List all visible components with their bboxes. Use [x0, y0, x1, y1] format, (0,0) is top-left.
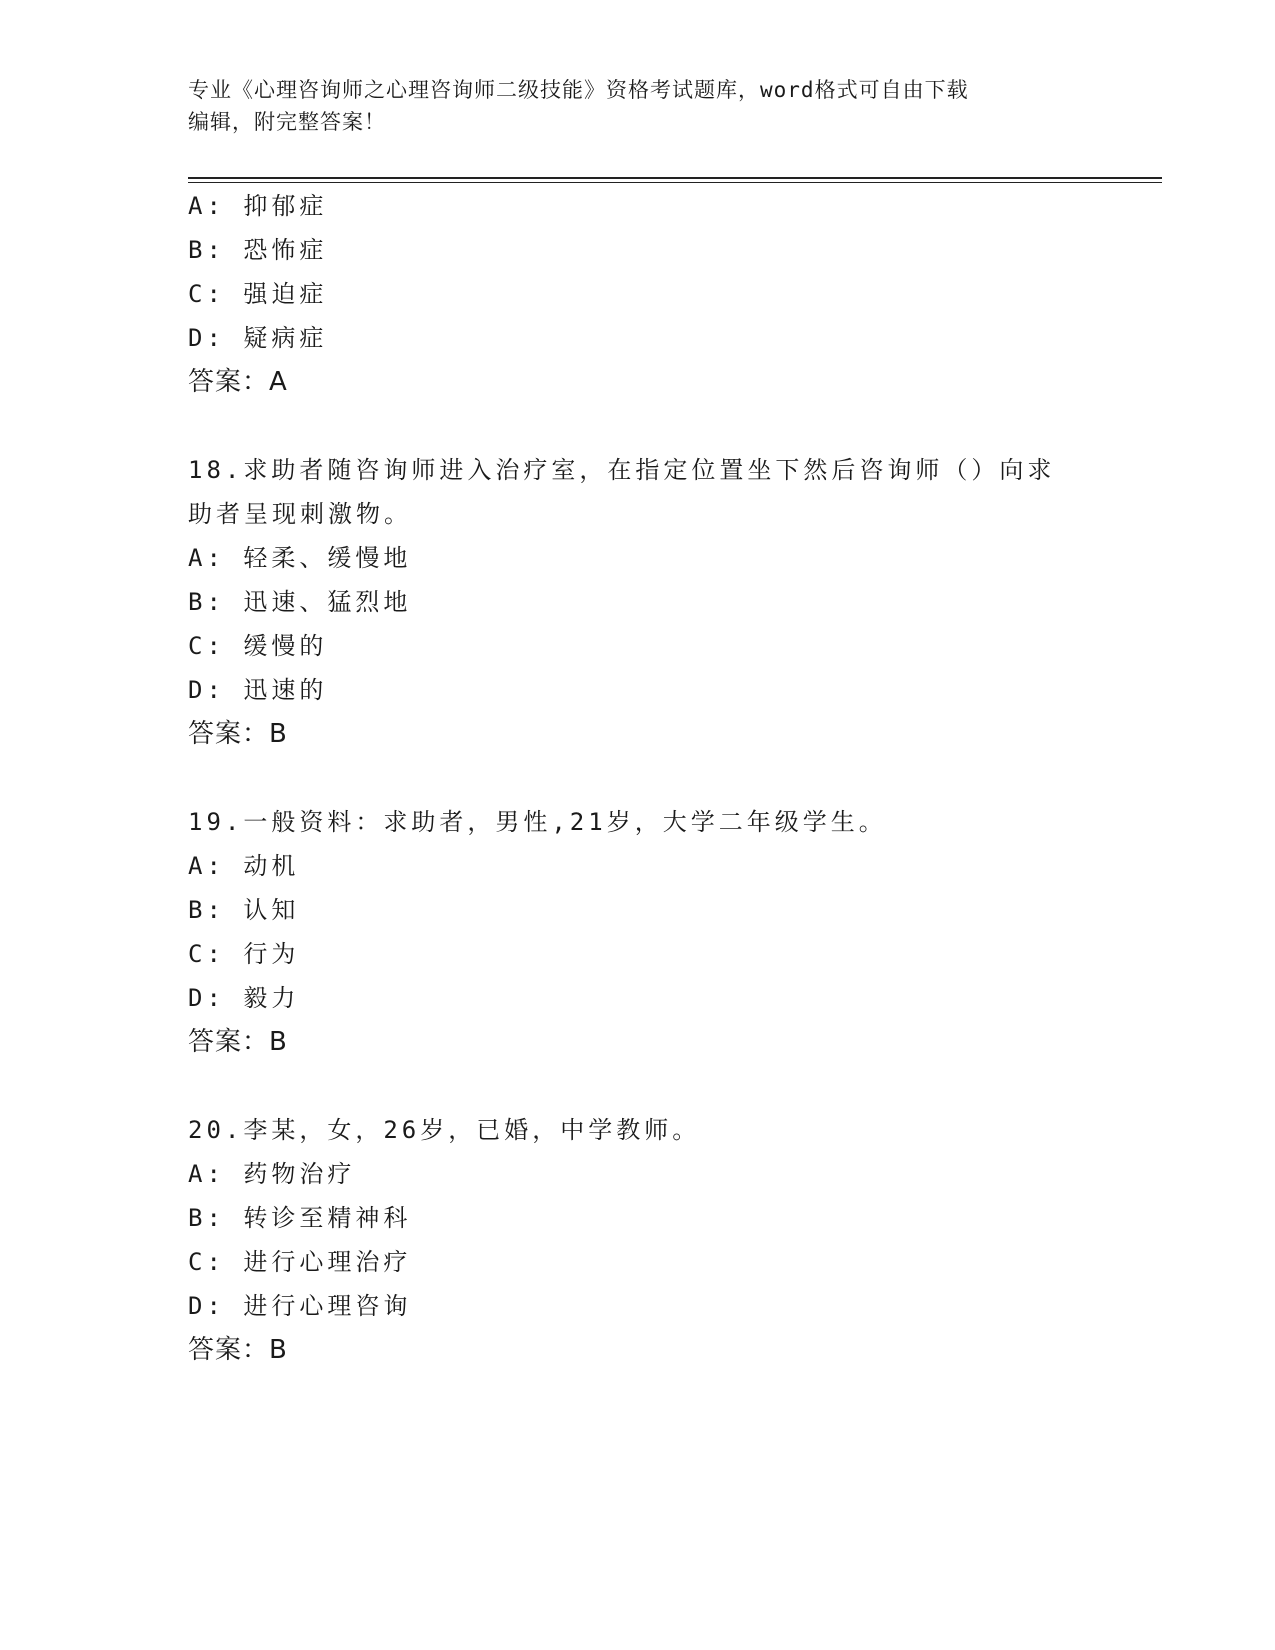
- q19-stem: 19.一般资料：求助者，男性,21岁，大学二年级学生。: [188, 808, 887, 836]
- q20-stem: 20.李某，女，26岁，已婚，中学教师。: [188, 1116, 701, 1144]
- q20-option-b: B: 转诊至精神科: [188, 1204, 412, 1232]
- document-header: [188, 74, 1088, 138]
- q18-stem-line-2: 助者呈现刺激物。: [188, 500, 412, 528]
- q17-option-a: A: 抑郁症: [188, 192, 328, 220]
- q18-stem-line-1: 18.求助者随咨询师进入治疗室，在指定位置坐下然后咨询师（）向求: [188, 456, 1056, 484]
- q18-answer: 答案：B: [188, 719, 288, 749]
- header-line-2: 编辑，附完整答案！: [188, 110, 386, 134]
- q18-option-c: C: 缓慢的: [188, 632, 328, 660]
- q17-option-c: C: 强迫症: [188, 280, 328, 308]
- q19-option-a: A: 动机: [188, 852, 300, 880]
- q20-answer: 答案：B: [188, 1335, 288, 1365]
- header-rule-thin: [188, 182, 1162, 183]
- q20-option-a: A: 药物治疗: [188, 1160, 356, 1188]
- header-line-1: 专业《心理咨询师之心理咨询师二级技能》资格考试题库，word格式可自由下载: [188, 78, 969, 102]
- q18-option-d: D: 迅速的: [188, 676, 328, 704]
- q20-option-c: C: 进行心理治疗: [188, 1248, 412, 1276]
- q19-answer: 答案：B: [188, 1027, 288, 1057]
- q19-option-d: D: 毅力: [188, 984, 300, 1012]
- q19-option-b: B: 认知: [188, 896, 300, 924]
- q17-answer: 答案：A: [188, 367, 288, 397]
- q18-option-a: A: 轻柔、缓慢地: [188, 544, 412, 572]
- q17-option-b: B: 恐怖症: [188, 236, 328, 264]
- q17-option-d: D: 疑病症: [188, 324, 328, 352]
- q19-option-c: C: 行为: [188, 940, 300, 968]
- q20-option-d: D: 进行心理咨询: [188, 1292, 412, 1320]
- header-rule-thick: [188, 177, 1162, 179]
- q18-option-b: B: 迅速、猛烈地: [188, 588, 412, 616]
